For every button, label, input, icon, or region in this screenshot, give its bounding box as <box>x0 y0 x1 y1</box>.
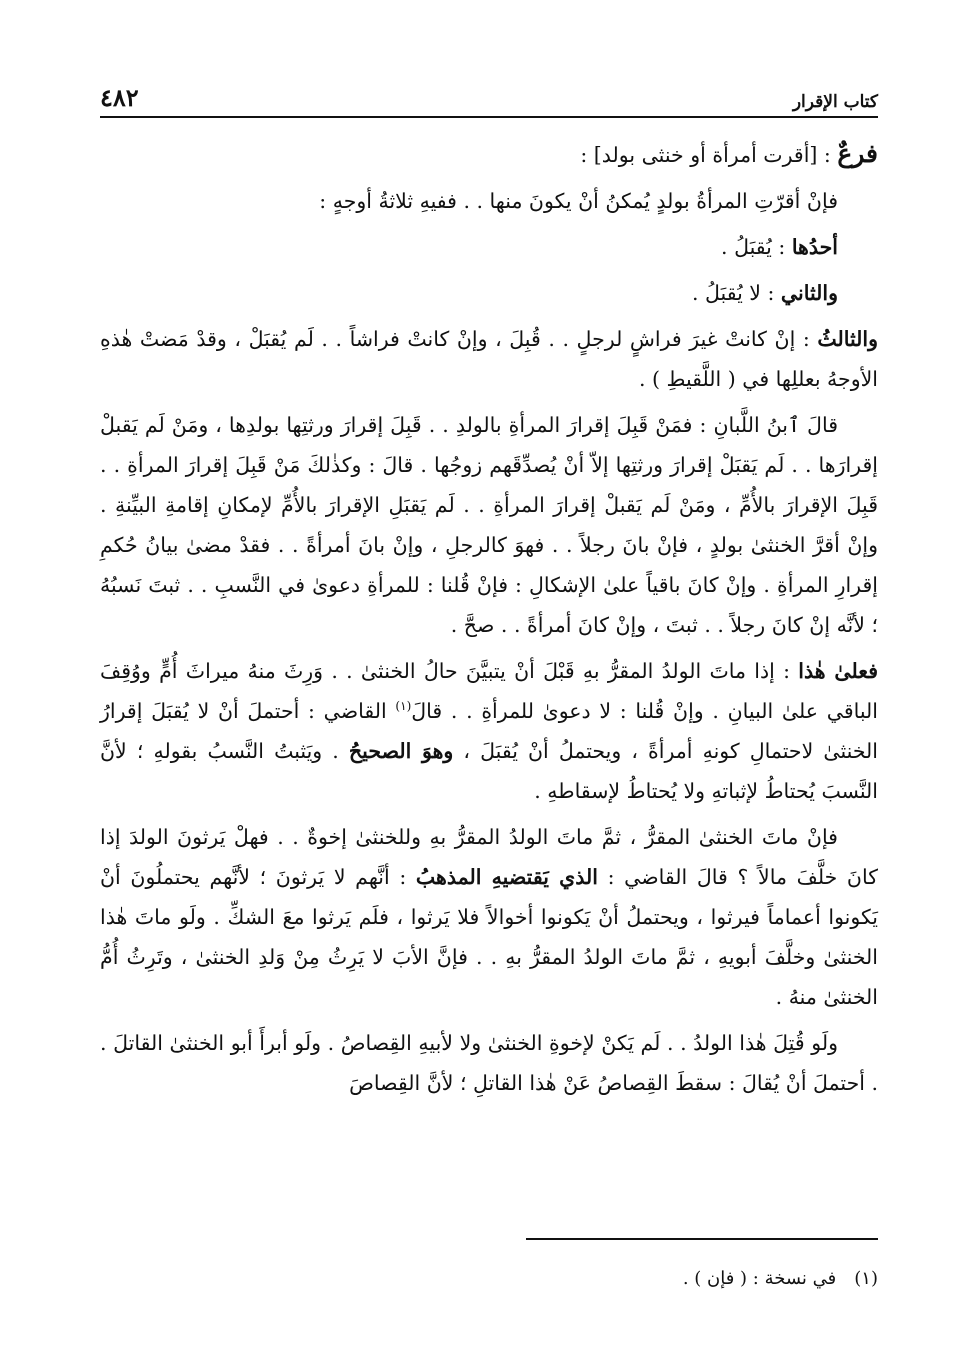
book-page <box>100 78 878 1109</box>
paragraph-consequence <box>100 651 878 811</box>
paragraph-inheritance <box>100 817 878 1017</box>
emphasis-text: الذي يَقتضيهِ المذهبُ <box>415 865 598 889</box>
page-header <box>100 78 878 118</box>
paragraph-text: : يُقبَلُ . <box>721 235 792 259</box>
footnote-marker[interactable]: (١) <box>395 699 412 714</box>
paragraph-text: ولَو قُتِلَ هٰذا الولدُ . . لَم يَكنْ لإخوةِ الخنثىٰ ولا لأبيهِ القِصاصُ . ولَو أبرأَ أبو الخنثىٰ القاتلَ . . أحتملَ أنْ يُقالَ : سقطَ القِصاصُ عَنْ هٰذا القاتلِ ؛ لأنَّ القِصاصَ <box>100 1031 878 1095</box>
paragraph-far <box>100 134 878 175</box>
paragraph-third-view <box>100 319 878 399</box>
paragraph-label: فعلىٰ هٰذا <box>798 659 878 683</box>
paragraph-intro <box>100 181 878 221</box>
footnote-divider <box>526 1238 878 1240</box>
paragraph-text: : لا يُقبَلُ . <box>691 281 781 305</box>
footnote-number: (١) <box>854 1268 878 1289</box>
running-title: كتاب الإقرار <box>792 92 878 112</box>
paragraph-ibn-labban <box>100 405 878 645</box>
paragraph-label: والثالثُ <box>817 327 878 351</box>
page-body <box>100 134 878 1103</box>
paragraph-text: فإنْ ماتَ الخنثىٰ المقرُّ ، ثمَّ ماتَ الولدُ المقرُّ بهِ وللخنثىٰ إخوةٌ . . فهلْ يَرثونَ الولدَ إذا كانَ خلَّفَ مالاً ؟ قالَ القاضي : <box>100 825 878 889</box>
section-label-far: فرعٌ <box>837 139 878 168</box>
footnote-text: في نسخة : ( فإن ) . <box>682 1268 837 1289</box>
paragraph-text: : إنْ كانتْ غيرَ فراشٍ لرجلٍ . . قُبِلَ ، وإنْ كانتْ فراشاً . . لَم يُقبَلْ ، وقدْ مَضتْ هٰذهِ الأوجهُ بعللِها في ( اللَّقيطِ ) . <box>100 327 878 391</box>
paragraph-second-view <box>100 273 878 313</box>
paragraph-text: قالَ ٱبنُ اللَّبانِ : فمَنْ قَبِلَ إقرارَ المرأةِ بالولدِ . . قَبِلَ إقرارَ ورثتِها بولدِها ، ومَنْ لَم يَقبلْ إقرارَها . . لَم يَقبَلْ إقرارَ ورثتِها إلاّ أنْ يُصدِّقَهم زوجُها . قالَ : وكذٰلكَ مَنْ قَبِلَ إقرارَ المرأةِ . . قَبِلَ الإقرارَ بالأُمِّ ، ومَنْ لَم يَقبلْ إقرارَ المرأةِ . . لَم يَقبَلِ الإقرارَ بالأُمِّ لإمكانِ إقامةِ البيِّنةِ . وإنْ أقرَّ الخنثىٰ بولدٍ ، فإنْ بانَ رجلاً . . فهوَ كالرجلِ ، وإنْ بانَ أمرأةً . . فقدْ مضىٰ بيانُ حُكمِ إقرارِ المرأةِ . وإنْ كانَ باقياً علىٰ الإشكالِ : فإنْ قُلنا : للمرأةِ دعوىٰ في النَّسبِ . . ثبتَ نَسبُهُ ؛ لأنَّه إنْ كانَ رجلاً . . ثبتَ ، وإنْ كانَ أمرأةً . . صحَّ . <box>100 413 878 637</box>
footnote <box>478 1268 878 1289</box>
paragraph-label: أحدُها <box>791 235 838 259</box>
paragraph-text: فإنْ أقرّتِ المرأةُ بولدٍ يُمكنُ أنْ يكونَ منها . . ففيهِ ثلاثةُ أوجهٍ : <box>319 189 838 213</box>
paragraph-text: : أنَّهم لا يَرثونَ ؛ لأنَّهم يحتملُونَ أنْ يَكونوا أعماماً فيرثوا ، ويحتملُ أنْ يَكونوا أخوالاً فلا يَرثوا ، فلَم يَرثوا معَ الشكِّ . ولَو ماتَ هٰذا الخنثىٰ وخلَّفَ أبويهِ ، ثمَّ ماتَ الولدُ المقرُّ بهِ . . فإنَّ الأبَ لا يَرِثُ مِنْ وَلدِ الخنثىٰ ، وتَرِثُ أُمُّ الخنثىٰ منهُ . <box>100 865 878 1009</box>
paragraph-first-view <box>100 227 878 267</box>
paragraph-label: والثاني <box>780 281 838 305</box>
paragraph-text: : إذا ماتَ الولدُ المقرُّ بهِ قَبْلَ أنْ يتبيَّنَ حالُ الخنثىٰ . . وَرِثَ منهُ ميراثَ أُمٍّ ووُقِفَ الباقي علىٰ البيانِ . وإنْ قُلنا : لا دعوىٰ للمرأةِ . . قالَ <box>100 659 879 723</box>
paragraph-text: . ويَثبتُ النَّسبُ بقولهِ ؛ لأنَّ النَّسبَ يُحتاطُ لإثباتهِ ولا يُحتاطُ لإسقاطهِ . <box>100 739 878 803</box>
emphasis-text: وهوَ الصحيحُ <box>348 739 454 763</box>
paragraph-qisas <box>100 1023 878 1103</box>
section-heading-text: : [أقرت أمرأة أو خنثى بولد] : <box>580 143 838 167</box>
page-number: ٤٨٢ <box>100 83 139 112</box>
paragraph-text: القاضي : أحتملَ أنْ لا يُقبَلَ إقرارُ الخنثىٰ لاحتمالِ كونهِ أمرأةً ، ويحتملُ أنْ يُقبَلَ ، <box>100 699 878 763</box>
